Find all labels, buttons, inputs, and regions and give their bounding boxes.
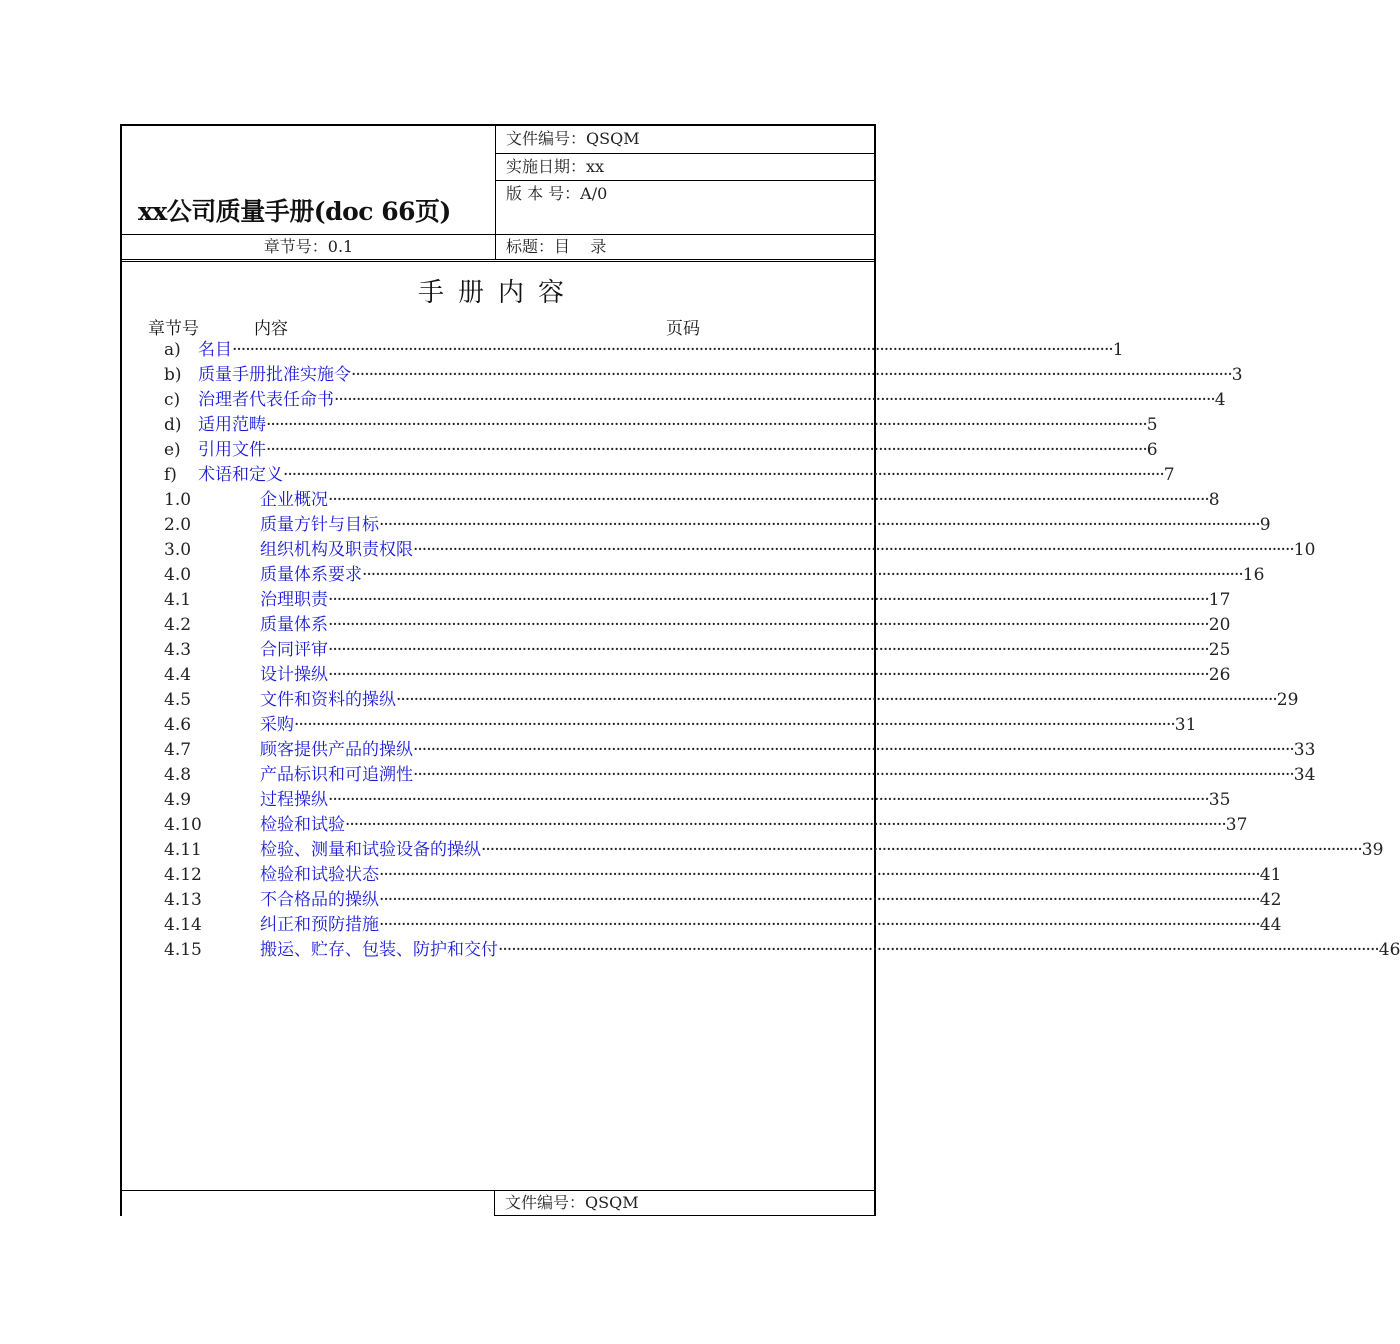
- doc-number-field: 文件编号：QSQM: [496, 126, 874, 154]
- toc-entry-title-link[interactable]: 术语和定义: [198, 465, 283, 485]
- toc-entry-leader: [260, 488, 1220, 513]
- toc-entry[interactable]: [122, 763, 1316, 788]
- toc-entry-leader: [198, 388, 1226, 413]
- toc-entry-page: 29: [1276, 690, 1299, 710]
- document-header: [122, 126, 874, 260]
- toc-dot-leader: ········································································································································································································: [351, 365, 1232, 385]
- toc-dot-leader: ········································································································································································································: [413, 740, 1294, 760]
- toc-entry-page: 7: [1163, 465, 1175, 485]
- footer-doc-number: 文件编号：QSQM: [494, 1190, 874, 1216]
- effective-date-field: 实施日期：xx: [496, 154, 874, 181]
- toc-entry-number: 4.15: [164, 940, 202, 960]
- toc-entry-title-link[interactable]: 合同评审: [260, 640, 328, 660]
- toc-dot-leader: ········································································································································································································: [379, 515, 1260, 535]
- toc-entry-page: 8: [1208, 490, 1220, 510]
- toc-entry-leader: [260, 788, 1231, 813]
- toc-entry-title-link[interactable]: 不合格品的操纵: [260, 890, 379, 910]
- toc-entry-leader: [260, 888, 1282, 913]
- toc-dot-leader: ········································································································································································································: [294, 715, 1175, 735]
- toc-dot-leader: ········································································································································································································: [266, 415, 1147, 435]
- toc-entry[interactable]: [122, 688, 1299, 713]
- toc-entry-number: 4.6: [164, 715, 192, 735]
- toc-entry-page: 9: [1259, 515, 1271, 535]
- toc-entry-leader: [198, 438, 1158, 463]
- toc-entry-leader: [198, 363, 1243, 388]
- toc-entry-page: 46: [1378, 940, 1400, 960]
- toc-dot-leader: ········································································································································································································: [328, 490, 1209, 510]
- toc-entry-leader: [260, 763, 1316, 788]
- toc-entry[interactable]: [122, 863, 1282, 888]
- toc-entry-title-link[interactable]: 治理者代表任命书: [198, 390, 334, 410]
- toc-entry-page: 37: [1225, 815, 1248, 835]
- toc-entry[interactable]: [122, 888, 1282, 913]
- toc-entry[interactable]: [122, 338, 1124, 363]
- toc-entry-number: 4.4: [164, 665, 192, 685]
- toc-entry[interactable]: [122, 438, 1158, 463]
- toc-entry-title-link[interactable]: 质量体系: [260, 615, 328, 635]
- toc-entry-number: e): [164, 440, 181, 460]
- toc-dot-leader: ········································································································································································································: [498, 940, 1379, 960]
- toc-entry-number: 4.11: [164, 840, 202, 860]
- toc-entry-page: 41: [1259, 865, 1282, 885]
- toc-entry-number: 4.2: [164, 615, 192, 635]
- toc-entry-number: c): [164, 390, 181, 410]
- toc-entry-leader: [260, 913, 1282, 938]
- toc-entry-leader: [260, 838, 1384, 863]
- toc-entry-title-link[interactable]: 顾客提供产品的操纵: [260, 740, 413, 760]
- toc-entry[interactable]: [122, 713, 1197, 738]
- toc-entry-page: 31: [1174, 715, 1197, 735]
- chapter-number: 章节号：0.1: [122, 235, 496, 259]
- toc-dot-leader: ········································································································································································································: [481, 840, 1362, 860]
- toc-entry-leader: [260, 563, 1265, 588]
- toc-entry-leader: [260, 588, 1231, 613]
- column-header-page: 页码: [666, 319, 700, 339]
- toc-entry-number: 2.0: [164, 515, 192, 535]
- toc-entry[interactable]: [122, 563, 1265, 588]
- toc-entry-title-link[interactable]: 质量体系要求: [260, 565, 362, 585]
- toc-entry-number: 4.9: [164, 790, 192, 810]
- toc-entry-page: 20: [1208, 615, 1231, 635]
- column-header-content: 内容: [254, 319, 288, 339]
- version-field: 版 本 号：A/0: [506, 184, 608, 203]
- toc-entry-title-link[interactable]: 检验、测量和试验设备的操纵: [260, 840, 481, 860]
- toc-entry-leader: [198, 338, 1124, 363]
- toc-entry-number: 4.3: [164, 640, 192, 660]
- toc-dot-leader: ········································································································································································································: [334, 390, 1215, 410]
- toc-entry-number: 4.13: [164, 890, 202, 910]
- toc-dot-leader: ········································································································································································································: [345, 815, 1226, 835]
- toc-entry-title-link[interactable]: 产品标识和可追溯性: [260, 765, 413, 785]
- toc-entry[interactable]: [122, 588, 1231, 613]
- toc-entry-page: 42: [1259, 890, 1282, 910]
- content-heading: 手册内容: [417, 278, 578, 308]
- toc-entry-leader: [260, 688, 1299, 713]
- toc-entry-number: 4.7: [164, 740, 192, 760]
- toc-entry-page: 44: [1259, 915, 1282, 935]
- toc-entry[interactable]: [122, 638, 1231, 663]
- toc-dot-leader: ········································································································································································································: [379, 890, 1260, 910]
- toc-entry-number: f): [164, 465, 177, 485]
- toc-entry-page: 26: [1208, 665, 1231, 685]
- toc-entry[interactable]: [122, 663, 1231, 688]
- toc-entry-leader: [260, 638, 1231, 663]
- toc-entry-leader: [260, 813, 1248, 838]
- toc-entry-number: 4.8: [164, 765, 192, 785]
- toc-entry-page: 1: [1112, 340, 1124, 360]
- toc-entry-number: 4.5: [164, 690, 192, 710]
- toc-entry[interactable]: [122, 788, 1231, 813]
- toc-entry-leader: [260, 613, 1231, 638]
- toc-entry[interactable]: [122, 413, 1158, 438]
- subject-title: 标题：目 录: [506, 237, 607, 256]
- toc-entry-title-link[interactable]: 搬运、贮存、包装、防护和交付: [260, 940, 498, 960]
- column-header-chapter: 章节号: [148, 319, 199, 339]
- toc-dot-leader: ········································································································································································································: [396, 690, 1277, 710]
- toc-entry-number: 4.0: [164, 565, 192, 585]
- toc-entry-page: 6: [1146, 440, 1158, 460]
- toc-dot-leader: ········································································································································································································: [283, 465, 1164, 485]
- toc-entry-leader: [260, 513, 1271, 538]
- toc-entry-number: a): [164, 340, 181, 360]
- toc-entry-title-link[interactable]: 企业概况: [260, 490, 328, 510]
- toc-entry-number: 4.10: [164, 815, 202, 835]
- header-double-rule: [122, 259, 874, 262]
- toc-entry-title-link[interactable]: 质量手册批准实施令: [198, 365, 351, 385]
- toc-dot-leader: ········································································································································································································: [328, 590, 1209, 610]
- toc-entry-page: 35: [1208, 790, 1231, 810]
- toc-dot-leader: ········································································································································································································: [328, 665, 1209, 685]
- toc-entry-page: 25: [1208, 640, 1231, 660]
- toc-entry-title-link[interactable]: 适用范畴: [198, 415, 266, 435]
- toc-dot-leader: ········································································································································································································: [362, 565, 1243, 585]
- toc-entry[interactable]: [122, 513, 1271, 538]
- toc-entry-number: d): [164, 415, 182, 435]
- toc-entry-title-link[interactable]: 引用文件: [198, 440, 266, 460]
- toc-dot-leader: ········································································································································································································: [379, 865, 1260, 885]
- toc-entry-title-link[interactable]: 质量方针与目标: [260, 515, 379, 535]
- chapter-row: [122, 235, 874, 259]
- toc-entry[interactable]: [122, 488, 1220, 513]
- toc-entry-number: 4.1: [164, 590, 192, 610]
- toc-entry-title-link[interactable]: 名目: [198, 340, 232, 360]
- toc-entry-leader: [260, 713, 1197, 738]
- toc-entry[interactable]: [122, 913, 1282, 938]
- toc-entry[interactable]: [122, 388, 1226, 413]
- toc-entry-page: 5: [1146, 415, 1158, 435]
- toc-entry-page: 39: [1361, 840, 1384, 860]
- toc-entry-page: 10: [1293, 540, 1316, 560]
- toc-entry-title-link[interactable]: 过程操纵: [260, 790, 328, 810]
- toc-dot-leader: ········································································································································································································: [379, 915, 1260, 935]
- toc-entry-title-link[interactable]: 纠正和预防措施: [260, 915, 379, 935]
- toc-entry-title-link[interactable]: 检验和试验: [260, 815, 345, 835]
- toc-entry[interactable]: [122, 838, 1384, 863]
- toc-entry[interactable]: [122, 938, 1400, 963]
- toc-entry-number: 4.14: [164, 915, 202, 935]
- toc-entry-leader: [260, 663, 1231, 688]
- toc-entry-title-link[interactable]: 检验和试验状态: [260, 865, 379, 885]
- toc-entry-leader: [260, 863, 1282, 888]
- toc-dot-leader: ········································································································································································································: [328, 640, 1209, 660]
- toc-dot-leader: ········································································································································································································: [266, 440, 1147, 460]
- toc-entry-number: b): [164, 365, 182, 385]
- document-title: xx公司质量手册(doc 66页): [138, 197, 451, 226]
- toc-entry[interactable]: [122, 813, 1248, 838]
- toc-entry[interactable]: [122, 738, 1316, 763]
- toc-entry-page: 34: [1293, 765, 1316, 785]
- toc-entry-leader: [260, 938, 1400, 963]
- toc-entry[interactable]: [122, 463, 1175, 488]
- toc-dot-leader: ········································································································································································································: [413, 540, 1294, 560]
- toc-entry[interactable]: [122, 538, 1316, 563]
- toc-dot-leader: ········································································································································································································: [232, 340, 1113, 360]
- document-page: [120, 124, 1400, 1216]
- toc-entry-title-link[interactable]: 组织机构及职责权限: [260, 540, 413, 560]
- toc-entry-page: 4: [1214, 390, 1226, 410]
- table-of-contents: [122, 338, 1400, 963]
- toc-dot-leader: ········································································································································································································: [328, 790, 1209, 810]
- toc-entry-title-link[interactable]: 采购: [260, 715, 294, 735]
- toc-entry-number: 1.0: [164, 490, 192, 510]
- toc-dot-leader: ········································································································································································································: [328, 615, 1209, 635]
- title-cell: [122, 126, 496, 235]
- toc-entry-page: 33: [1293, 740, 1316, 760]
- toc-entry-number: 3.0: [164, 540, 192, 560]
- toc-entry-leader: [260, 738, 1316, 763]
- toc-entry-title-link[interactable]: 治理职责: [260, 590, 328, 610]
- toc-entry-number: 4.12: [164, 865, 202, 885]
- toc-dot-leader: ········································································································································································································: [413, 765, 1294, 785]
- toc-entry-title-link[interactable]: 文件和资料的操纵: [260, 690, 396, 710]
- toc-entry-leader: [198, 463, 1175, 488]
- toc-entry-title-link[interactable]: 设计操纵: [260, 665, 328, 685]
- toc-entry[interactable]: [122, 613, 1231, 638]
- toc-entry-page: 17: [1208, 590, 1231, 610]
- toc-entry-page: 3: [1231, 365, 1243, 385]
- toc-entry-leader: [260, 538, 1316, 563]
- toc-entry[interactable]: [122, 363, 1243, 388]
- toc-entry-leader: [198, 413, 1158, 438]
- toc-entry-page: 16: [1242, 565, 1265, 585]
